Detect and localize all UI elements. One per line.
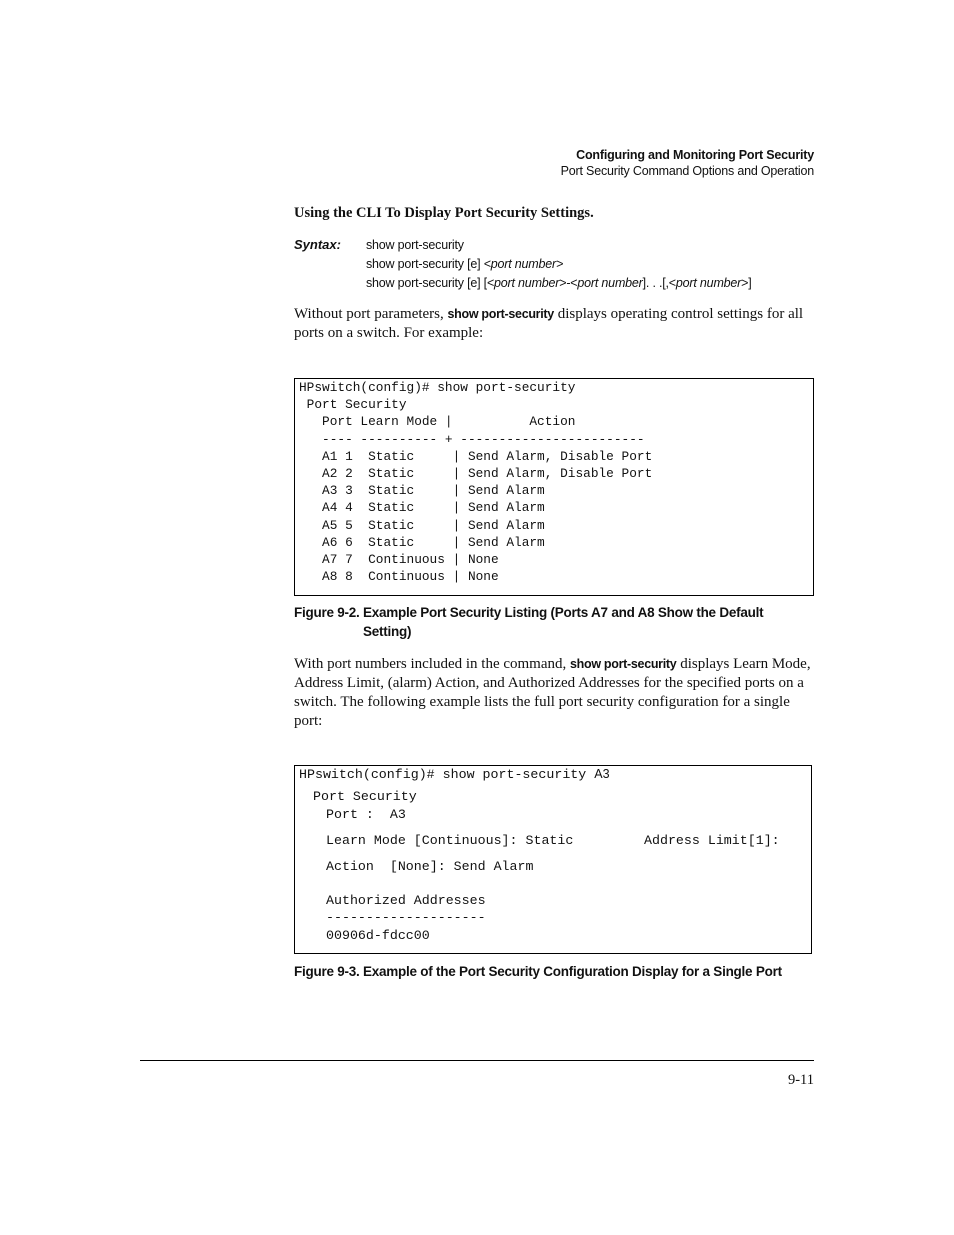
figure-number-1: Figure 9-2. [294, 605, 360, 620]
paragraph-2-command: show port-security [570, 657, 677, 671]
terminal-prompt: HPswitch(config)# show port-security [299, 767, 587, 782]
paragraph-2-lead: With port numbers included in the command, [294, 656, 571, 672]
terminal-line: A4 4 Static | Send Alarm [299, 500, 545, 516]
syntax-line-3-prefix: show port-security [e] [< [366, 276, 495, 290]
terminal-output-box-1 [294, 378, 814, 596]
terminal-line: A2 2 Static | Send Alarm, Disable Port [299, 466, 653, 482]
terminal-separator: -------------------- [326, 910, 486, 925]
figure-caption-1-line-2: Setting) [363, 624, 412, 639]
terminal-line: A3 3 Static | Send Alarm [299, 483, 545, 499]
terminal-line: HPswitch(config)# show port-security [299, 380, 576, 395]
paragraph-2 [294, 655, 816, 731]
paragraph-1-command: show port-security [447, 307, 554, 321]
terminal-line: A6 6 Static | Send Alarm [299, 534, 545, 550]
terminal-output-1 [299, 379, 652, 585]
terminal-action: Action [None]: Send Alarm [326, 859, 534, 874]
syntax-line-2-prefix: show port-security [e] [366, 257, 484, 271]
paragraph-1-tail: displays operating control settings for all ports on a switch. For example: [294, 306, 804, 341]
paragraph-2-tail: displays Learn Mode, Address Limit, (alarm) Action, and Authorized Addresses for the specified ports on a switch. The following example lists the full port security configuration for a single port: [294, 656, 811, 729]
syntax-line-2 [366, 257, 563, 271]
figure-caption-2-text: Example of the Port Security Configuration Display for a Single Port [363, 964, 782, 979]
syntax-line-3 [366, 276, 752, 290]
terminal-line: A1 1 Static | Send Alarm, Disable Port [299, 448, 653, 464]
figure-caption-1 [294, 603, 763, 641]
figure-caption-1-line-1 [294, 603, 763, 622]
terminal-authorized-header: Authorized Addresses [326, 893, 486, 908]
terminal-line: A8 8 Continuous | None [299, 569, 499, 585]
terminal-title: Port Security [313, 789, 417, 804]
terminal-prompt-arg: A3 [594, 767, 610, 781]
paragraph-1 [294, 305, 816, 343]
running-header-title: Configuring and Monitoring Port Security [576, 148, 814, 162]
syntax-line-3-param-1: port number [494, 276, 560, 290]
terminal-line: ---- ---------- + ------------------------ [299, 431, 645, 447]
figure-caption-2 [294, 962, 782, 981]
terminal-line: Port Learn Mode | Action [299, 414, 576, 430]
syntax-line-2-param: <port number> [483, 257, 564, 271]
syntax-line-1: show port-security [366, 238, 464, 252]
terminal-line: A5 5 Static | Send Alarm [299, 517, 545, 533]
syntax-line-3-param-2: port number [577, 276, 643, 290]
syntax-line-3-mid-2: ]. . .[,< [642, 276, 676, 290]
footer-rule [140, 1060, 814, 1061]
running-header-subtitle: Port Security Command Options and Operation [560, 164, 814, 178]
terminal-port-line: Port : A3 [326, 807, 406, 822]
syntax-line-3-mid-1: >-< [559, 276, 578, 290]
section-heading: Using the CLI To Display Port Security Settings. [294, 205, 594, 221]
figure-number-2: Figure 9-3. [294, 964, 360, 979]
terminal-output-box-2 [294, 765, 812, 954]
syntax-line-3-suffix: >] [741, 276, 752, 290]
syntax-label: Syntax: [294, 237, 341, 252]
page-number: 9-11 [787, 1072, 814, 1088]
terminal-address-limit: Address Limit[1]: [644, 833, 780, 848]
terminal-line: A7 7 Continuous | None [299, 552, 499, 568]
terminal-learn-mode: Learn Mode [Continuous]: Static [326, 833, 574, 848]
terminal-line: Port Security [299, 397, 407, 413]
terminal-prompt-line [299, 767, 610, 782]
paragraph-1-lead: Without port parameters, [294, 306, 448, 322]
terminal-mac-address: 00906d-fdcc00 [326, 928, 430, 943]
figure-caption-1-text: Example Port Security Listing (Ports A7 and A8 Show the Default [363, 605, 764, 620]
syntax-line-3-param-3: port number [675, 276, 742, 290]
